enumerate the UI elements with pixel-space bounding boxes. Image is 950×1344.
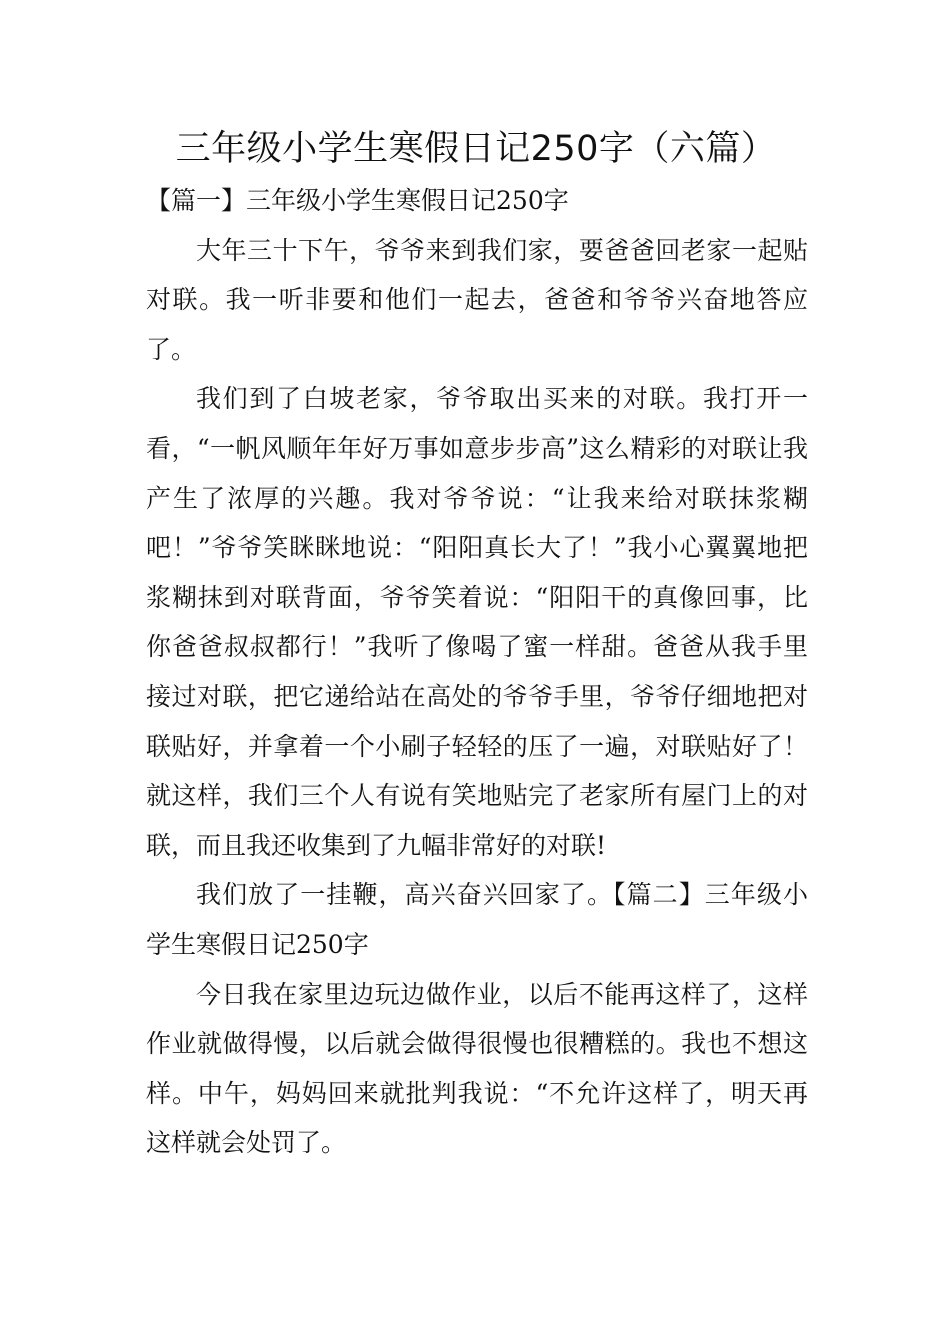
section-heading: 【篇一】三年级小学生寒假日记250字 [146, 186, 569, 215]
paragraph-2: 我们到了白坡老家，爷爷取出买来的对联。我打开一看，“一帆风顺年年好万事如意步步高”这么精彩的对联让我产生了浓厚的兴趣。我对爷爷说：“让我来给对联抹浆糊吧！”爷爷笑眯眯地说：“阳阳真长大了！”我小心翼翼地把浆糊抹到对联背面，爷爷笑着说：“阳阳干的真像回事，比你爸爸叔叔都行！”我听了像喝了蜜一样甜。爸爸从我手里接过对联，把它递给站在高处的爷爷手里，爷爷仔细地把对联贴好，并拿着一个小刷子轻轻的压了一遍，对联贴好了！就这样，我们三个人有说有笑地贴完了老家所有屋门上的对联，而且我还收集到了九幅非常好的对联! [146, 384, 808, 860]
paragraph-4: 今日我在家里边玩边做作业，以后不能再这样了，这样作业就做得慢，以后就会做得很慢也很糟糕的。我也不想这样。中午，妈妈回来就批判我说：“不允许这样了，明天再这样就会处罚了。 [146, 979, 808, 1158]
document-title: 三年级小学生寒假日记250字（六篇） [175, 129, 777, 169]
paragraph-1: 大年三十下午，爷爷来到我们家，要爸爸回老家一起贴对联。我一听非要和他们一起去，爸爸和爷爷兴奋地答应了。 [146, 235, 808, 364]
paragraph-3: 我们放了一挂鞭，高兴奋兴回家了。【篇二】三年级小学生寒假日记250字 [146, 880, 808, 959]
document-body [146, 176, 808, 1168]
